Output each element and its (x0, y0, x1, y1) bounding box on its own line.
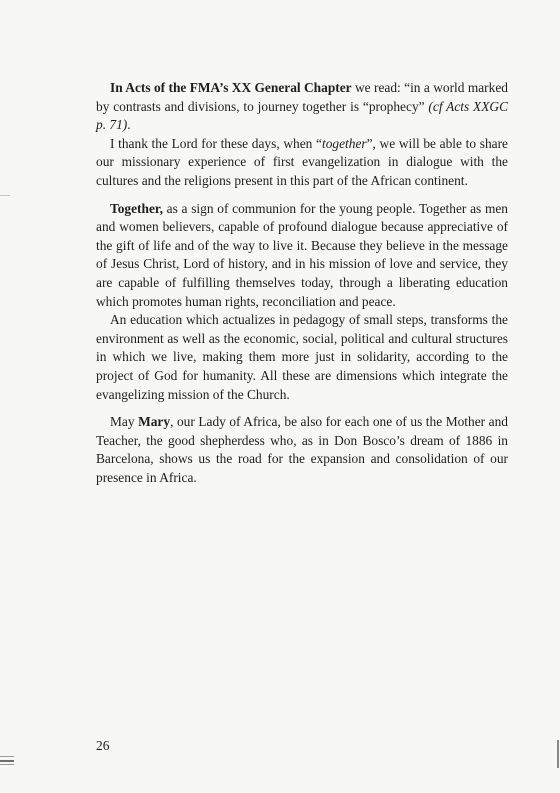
paragraph-acts-chapter (96, 79, 508, 135)
bold-lead: Together, (110, 200, 163, 216)
paragraph-text: An education which actualizes in pedagogy of small steps, transforms the environment as well as the economic, social, political and cultural structures in which we live, making them more just in solidarity, according to the project of God for humanity. All these are dimensions which integrate the evangelizing mission of the Church. (96, 312, 508, 402)
scan-edge-mark (0, 764, 14, 765)
paragraph-text: I thank the Lord for these days, when “ (110, 135, 322, 151)
paragraph-text: ”, we will be able to share our missionary experience of first evangelization in dialogue with the cultures and the religions present in this part of the African continent. (96, 135, 508, 188)
paragraph-text: we read: “in a world marked by contrasts and divisions, to journey together is “prophecy” (96, 80, 508, 114)
paragraph-together (96, 200, 508, 312)
citation: (cf Acts XXGC p. 71) (96, 98, 508, 133)
scan-edge-mark (0, 756, 14, 757)
scan-edge-mark (0, 760, 14, 762)
italic-word: together (321, 135, 367, 151)
paragraph-education (96, 311, 508, 404)
scan-edge-mark (557, 740, 559, 768)
paragraph-text: , our Lady of Africa, be also for each one of us the Mother and Teacher, the good shepherdess who, as in Don Bosco’s dream of 1886 in Barcelona, shows us the road for the expansion and consolidation of our presence in Africa. (96, 414, 508, 485)
page-number: 26 (96, 738, 110, 753)
bold-name: Mary (138, 414, 171, 430)
paragraph-text: May (110, 414, 139, 430)
paragraph-text: as a sign of communion for the young people. Together as men and women believers, capable of profound dialogue because appreciative of the gift of life and of the way to live it. Because they believe in the message of Jesus Christ, Lord of history, and in his mission of love and service, they are capable of fulfilling themselves today, through a liberating education which promotes human rights, reconciliation and peace. (96, 200, 508, 309)
bold-lead: In Acts of the FMA’s XX General Chapter (110, 80, 352, 95)
paragraph-mary (96, 413, 508, 487)
scan-edge-mark (0, 195, 10, 196)
body-text (96, 79, 508, 487)
paragraph-text: . (127, 117, 131, 133)
paragraph-thanks (96, 135, 508, 191)
